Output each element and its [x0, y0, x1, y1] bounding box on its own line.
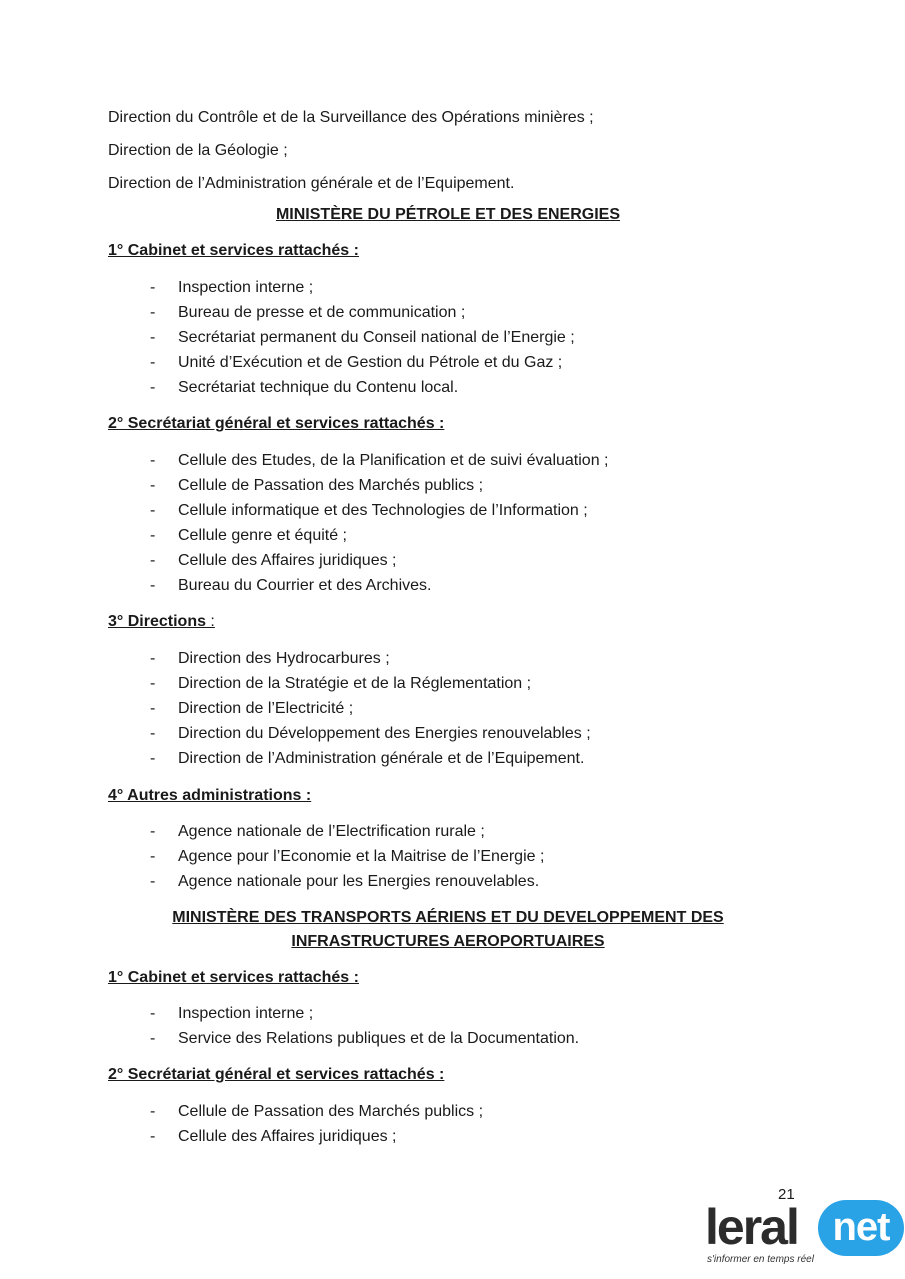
page-number: 21 — [778, 1186, 795, 1203]
list-item-text: Direction du Développement des Energies renouvelables ; — [178, 725, 591, 742]
ministry-title: MINISTÈRE DU PÉTROLE ET DES ENERGIES — [275, 206, 621, 223]
logo-net-badge: net — [818, 1200, 904, 1256]
bullet-dash: - — [150, 1128, 156, 1145]
bullet-dash: - — [150, 700, 156, 717]
list-item-text: Bureau du Courrier et des Archives. — [178, 577, 432, 594]
bullet-dash: - — [150, 452, 156, 469]
list-item — [150, 278, 313, 298]
bullet-dash: - — [150, 873, 156, 890]
list-item-text: Agence nationale pour les Energies renouvelables. — [178, 873, 540, 890]
list-item — [150, 724, 591, 744]
list-item-text: Direction de l’Electricité ; — [178, 700, 354, 717]
list-item-text: Cellule des Etudes, de la Planification et de suivi évaluation ; — [178, 452, 609, 469]
bullet-dash: - — [150, 279, 156, 296]
leral-logo — [705, 1200, 903, 1272]
list-item — [150, 501, 588, 521]
section-heading: 2° Secrétariat général et services rattachés : — [108, 1066, 445, 1083]
list-item-text: Secrétariat permanent du Conseil national de l’Energie ; — [178, 329, 575, 346]
section-heading: 1° Cabinet et services rattachés : — [108, 242, 359, 259]
list-item-text: Cellule de Passation des Marchés publics ; — [178, 1103, 484, 1120]
bullet-dash: - — [150, 1103, 156, 1120]
section-heading: 4° Autres administrations : — [108, 787, 312, 804]
list-item-text: Agence pour l’Economie et la Maitrise de l’Energie ; — [178, 848, 545, 865]
bullet-dash: - — [150, 502, 156, 519]
bullet-dash: - — [150, 527, 156, 544]
list-item-text: Secrétariat technique du Contenu local. — [178, 379, 459, 396]
ministry-title: MINISTÈRE DES TRANSPORTS AÉRIENS ET DU DEVELOPPEMENT DES — [172, 909, 724, 926]
bullet-dash: - — [150, 1005, 156, 1022]
ministry-title-continued: INFRASTRUCTURES AEROPORTUAIRES — [291, 933, 605, 950]
list-item — [150, 576, 431, 596]
list-item — [150, 353, 562, 373]
bullet-dash: - — [150, 329, 156, 346]
list-item-text: Cellule des Affaires juridiques ; — [178, 552, 397, 569]
bullet-dash: - — [150, 477, 156, 494]
intro-line: Direction du Contrôle et de la Surveillance des Opérations minières ; — [108, 109, 594, 126]
bullet-dash: - — [150, 354, 156, 371]
bullet-dash: - — [150, 650, 156, 667]
list-item — [150, 699, 353, 719]
bullet-dash: - — [150, 552, 156, 569]
list-item — [150, 1127, 397, 1147]
list-item — [150, 822, 485, 842]
list-item — [150, 526, 347, 546]
list-item-text: Inspection interne ; — [178, 279, 314, 296]
bullet-dash: - — [150, 675, 156, 692]
bullet-dash: - — [150, 379, 156, 396]
logo-tagline: s'informer en temps réel — [707, 1254, 814, 1265]
list-item-text: Direction de l’Administration générale et de l’Equipement. — [178, 750, 585, 767]
list-item-text: Cellule des Affaires juridiques ; — [178, 1128, 397, 1145]
list-item — [150, 1029, 579, 1049]
list-item-text: Inspection interne ; — [178, 1005, 314, 1022]
section-heading-suffix: : — [205, 613, 215, 630]
section-heading: 1° Cabinet et services rattachés : — [108, 969, 359, 986]
bullet-dash: - — [150, 750, 156, 767]
list-item — [150, 378, 458, 398]
list-item-text: Direction de la Stratégie et de la Réglementation ; — [178, 675, 532, 692]
list-item-text: Cellule genre et équité ; — [178, 527, 347, 544]
intro-line: Direction de la Géologie ; — [108, 142, 288, 159]
logo-wordmark: leral — [705, 1199, 798, 1255]
bullet-dash: - — [150, 304, 156, 321]
list-item — [150, 451, 608, 471]
intro-line: Direction de l’Administration générale et de l’Equipement. — [108, 175, 515, 192]
section-heading — [108, 612, 215, 632]
list-item — [150, 303, 465, 323]
list-item-text: Cellule informatique et des Technologies de l’Information ; — [178, 502, 588, 519]
list-item — [150, 551, 397, 571]
list-item — [150, 328, 575, 348]
list-item — [150, 872, 539, 892]
list-item — [150, 1004, 313, 1024]
list-item — [150, 649, 390, 669]
bullet-dash: - — [150, 823, 156, 840]
list-item — [150, 1102, 483, 1122]
list-item-text: Direction des Hydrocarbures ; — [178, 650, 390, 667]
list-item-text: Bureau de presse et de communication ; — [178, 304, 466, 321]
list-item — [150, 476, 483, 496]
section-heading: 2° Secrétariat général et services rattachés : — [108, 415, 445, 432]
list-item-text: Unité d’Exécution et de Gestion du Pétrole et du Gaz ; — [178, 354, 563, 371]
bullet-dash: - — [150, 577, 156, 594]
list-item-text: Cellule de Passation des Marchés publics ; — [178, 477, 484, 494]
list-item — [150, 674, 531, 694]
section-heading-text: 3° Directions — [108, 613, 206, 630]
list-item — [150, 847, 544, 867]
list-item — [150, 749, 584, 769]
bullet-dash: - — [150, 848, 156, 865]
list-item-text: Agence nationale de l’Electrification rurale ; — [178, 823, 485, 840]
bullet-dash: - — [150, 725, 156, 742]
list-item-text: Service des Relations publiques et de la Documentation. — [178, 1030, 580, 1047]
bullet-dash: - — [150, 1030, 156, 1047]
